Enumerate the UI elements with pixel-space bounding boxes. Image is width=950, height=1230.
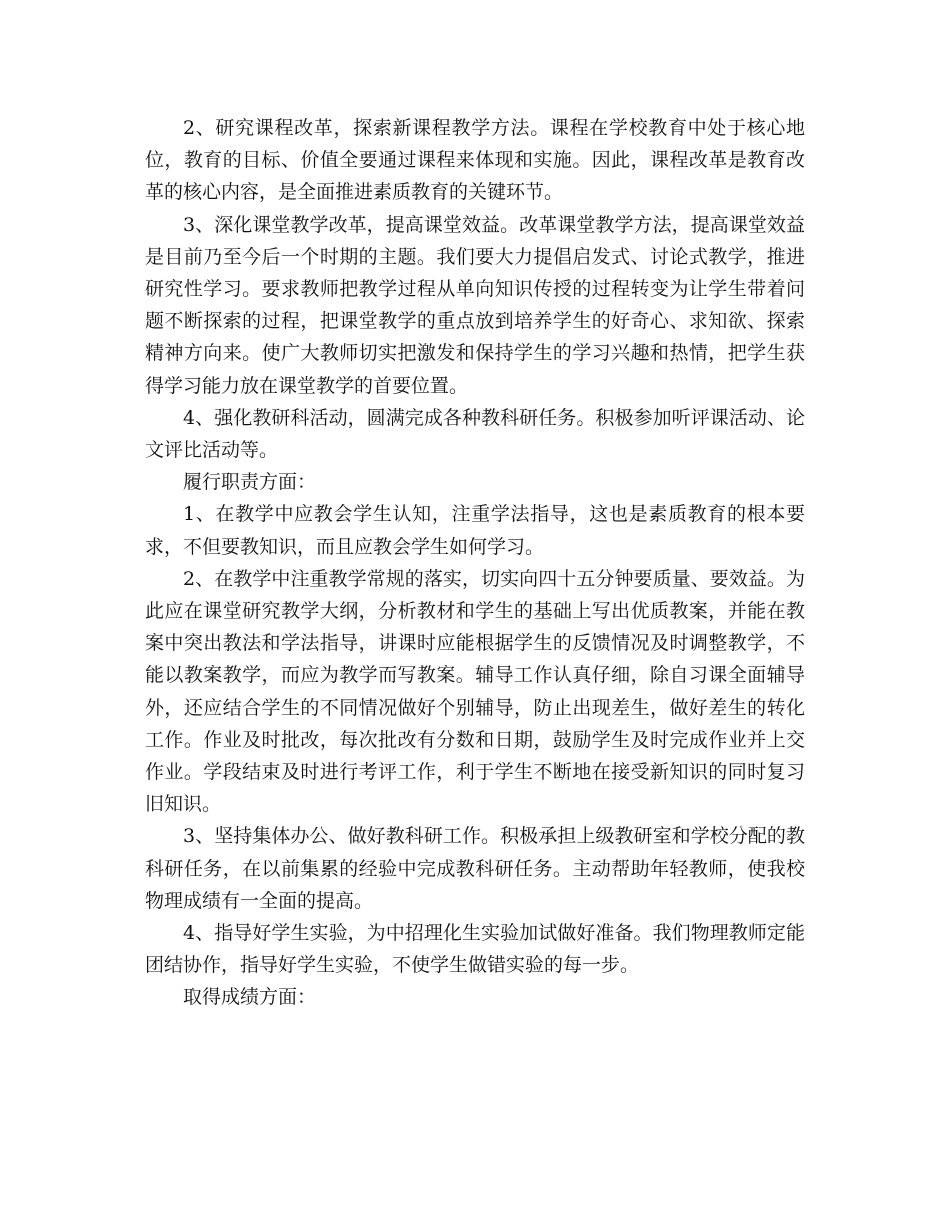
document-page <box>145 112 805 1014</box>
paragraph-classroom-reform: 3、深化课堂教学改革，提高课堂效益。改革课堂教学方法，提高课堂效益是目前乃至今后一个时期的主题。我们要大力提倡启发式、讨论式教学，推进研究性学习。要求教师把教学过程从单向知识传授的过程转变为让学生带着问题不断探索的过程，把课堂教学的重点放到培养学生的好奇心、求知欲、探索精神方向来。使广大教师切实把激发和保持学生的学习兴趣和热情，把学生获得学习能力放在课堂教学的首要位置。 <box>145 213 805 397</box>
paragraph-research-activities: 4、强化教研科活动，圆满完成各种教科研任务。积极参加听评课活动、论文评比活动等。 <box>145 406 805 462</box>
paragraph-collective-office: 3、坚持集体办公、做好教科研工作。积极承担上级教研室和学校分配的教科研任务，在以前集累的经验中完成教科研任务。主动帮助年轻教师，使我校物理成绩有一全面的提高。 <box>145 825 805 912</box>
paragraph-course-reform: 2、研究课程改革，探索新课程教学方法。课程在学校教育中处于核心地位，教育的目标、价值全要通过课程来体现和实施。因此，课程改革是教育改革的核心内容，是全面推进素质教育的关键环节。 <box>145 117 805 204</box>
section-heading-achievements: 取得成绩方面： <box>183 986 317 1009</box>
paragraph-teaching-routine: 2、在教学中注重教学常规的落实，切实向四十五分钟要质量、要效益。为此应在课堂研究教学大纲，分析教材和学生的基础上写出优质教案，并能在教案中突出教法和学法指导，讲课时应能根据学生的反馈情况及时调整教学，不能以教案教学，而应为教学而写教案。辅导工作认真仔细，除自习课全面辅导外，还应结合学生的不同情况做好个别辅导，防止出现差生，做好差生的转化工作。作业及时批改，每次批改有分数和日期，鼓励学生及时完成作业并上交作业。学段结束及时进行考评工作，利于学生不断地在接受新知识的同时复习旧知识。 <box>145 567 805 816</box>
section-heading-duties: 履行职责方面： <box>183 471 317 494</box>
paragraph-student-experiments: 4、指导好学生实验，为中招理化生实验加试做好准备。我们物理教师定能团结协作，指导好学生实验，不使学生做错实验的每一步。 <box>145 922 805 977</box>
paragraph-teach-learning-methods: 1、在教学中应教会学生认知，注重学法指导，这也是素质教育的根本要求，不但要教知识，而且应教会学生如何学习。 <box>145 503 805 558</box>
